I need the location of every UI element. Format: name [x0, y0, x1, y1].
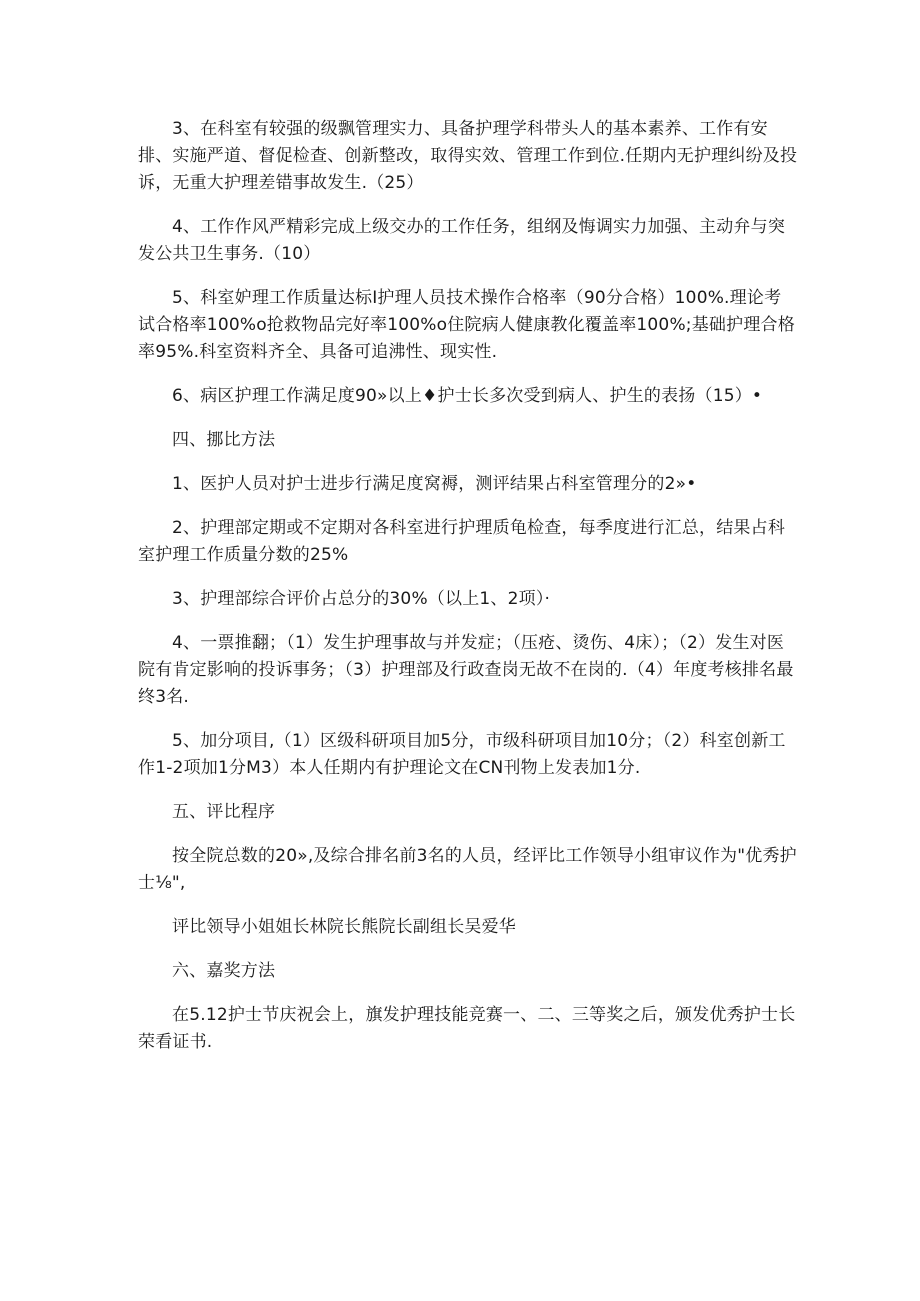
paragraph-criterion-6: 6、病区护理工作满足度90»以上♦护士长多次受到病人、护生的表扬（15）•: [172, 386, 763, 406]
paragraph-criterion-3: 3、在科室有较强的级飘管理实力、具备护理学科带头人的基本素养、工作有安排、实施严道、督促检查、创新整改，取得实效、管理工作到位.任期内无护理纠纷及投诉，无重大护理差错事故发生.（25）: [138, 119, 798, 193]
paragraph-method-1: 1、医护人员对护士进步行满足度窝褥，测评结果占科室管理分的2»•: [172, 474, 697, 494]
paragraph-committee: 评比领导小姐姐长林院长熊院长副组长吴爱华: [172, 917, 516, 937]
paragraph-award: 在5.12护士节庆祝会上，旗发护理技能竞赛一、二、三等奖之后，颁发优秀护士长荣看证书.: [138, 1005, 796, 1052]
section-heading-5: 五、评比程序: [172, 802, 276, 822]
paragraph-method-5: 5、加分项目,（1）区级科研项目加5分，市级科研项目加10分；（2）科室创新工作1-2项加1分M3）本人任期内有护理论文在CN刊物上发表加1分.: [138, 731, 786, 778]
paragraph-method-2: 2、护理部定期或不定期对各科室进行护理质龟检查，每季度进行汇总，结果占科室护理工作质量分数的25%: [138, 518, 786, 565]
paragraph-method-4: 4、一票推翻；（1）发生护理事故与并发症；（压疮、烫伤、4床）；（2）发生对医院有肯定影响的投诉事务；（3）护理部及行政查岗无故不在岗的.（4）年度考核排名最终3名.: [138, 633, 794, 707]
section-heading-6: 六、嘉奖方法: [172, 961, 276, 981]
paragraph-criterion-4: 4、工作作风严精彩完成上级交办的工作任务，组纲及悔调实力加强、主动弁与突发公共卫生事务.（10）: [138, 217, 786, 264]
paragraph-criterion-5: 5、科室妒理工作质量达标I护理人员技术操作合格率（90分合格）100%.理论考试合格率100%o抢救物品完好率100%o住院病人健康教化覆盖率100%;基础护理合格率95%.科室资料齐全、具备可追沸性、现实性.: [138, 288, 795, 362]
document-body: [138, 116, 798, 1073]
section-heading-4: 四、挪比方法: [172, 430, 276, 450]
paragraph-procedure: 按全院总数的20»,及综合排名前3名的人员，经评比工作领导小组审议作为"优秀护士⅛",: [138, 846, 797, 893]
paragraph-method-3: 3、护理部综合评价占总分的30%（以上1、2项）·: [172, 589, 551, 609]
